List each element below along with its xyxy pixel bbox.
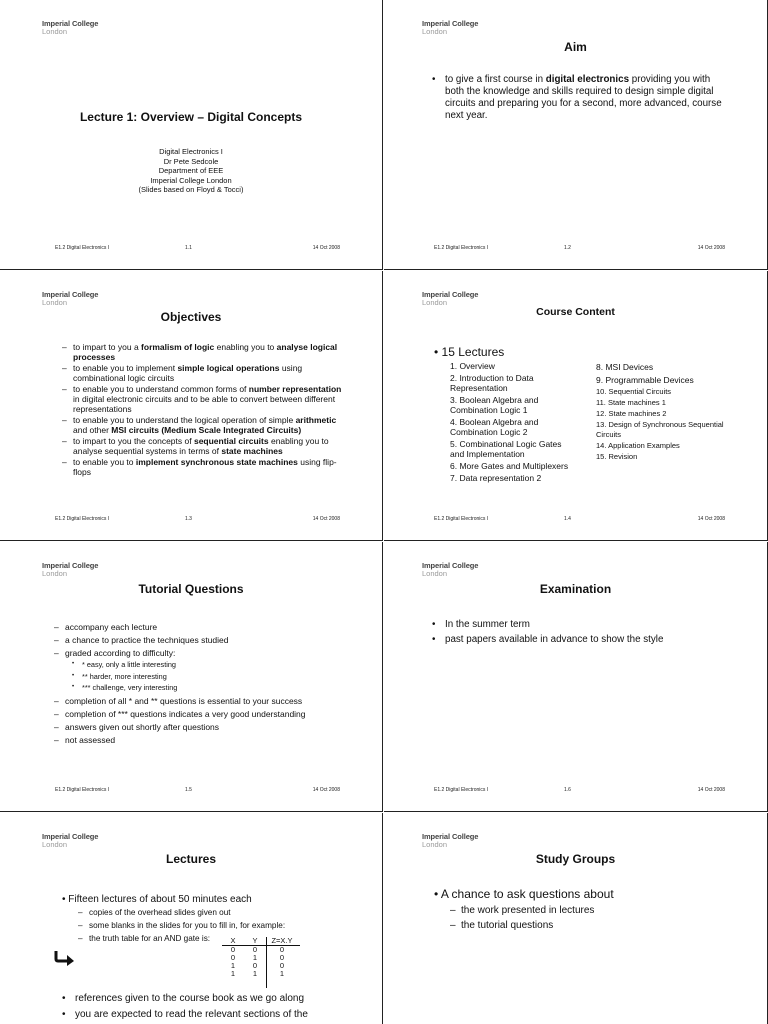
course-item: 10. Sequential Circuits bbox=[596, 387, 672, 396]
author-line: (Slides based on Floyd & Tocci) bbox=[138, 185, 244, 195]
slide-5: Imperial College London Tutorial Questions – accompany each lecture – a chance to practice the techniques studied – graded according to difficulty: • * easy, only a little interesting • ** harder, more interesting • *** challenge, very interesting – completion of all * and ** questions is essential to your success – completion of *** questions indicates a very good understanding – answers given out shortly after questions – not assessed E1.2 Digital Electronics I 1.5 14 Oct 2008 bbox=[0, 542, 383, 812]
tutorial-item: – answers given out shortly after questions bbox=[54, 722, 352, 732]
slide-title: Lecture 1: Overview – Digital Concepts bbox=[79, 110, 303, 124]
course-item: 12. State machines 2 bbox=[596, 409, 667, 418]
table-row: 0 1 0 bbox=[222, 954, 300, 962]
author-line: Dr Pete Sedcole bbox=[163, 156, 219, 166]
aim-item: • to give a first course in digital electronics providing you with both the knowledge and skills required to design simple digital circuits and preparing you for a second, more advanced, course next year. bbox=[432, 74, 725, 122]
lectures-subitem: – some blanks in the slides for you to fill in, for example: bbox=[78, 921, 338, 931]
table-header-cell: Z=X.Y bbox=[266, 937, 297, 945]
course-item: 9. Programmable Devices bbox=[596, 374, 694, 385]
lectures-bullet: • references given to the course book as we go along bbox=[62, 993, 362, 1005]
slide-title: Course Content bbox=[536, 306, 615, 318]
table-row: 1 0 0 bbox=[222, 962, 300, 970]
objective-item: – to impart to you a formalism of logic enabling you to analyse logical processes bbox=[62, 342, 344, 362]
lectures-heading: • 15 Lectures bbox=[434, 345, 505, 359]
arrow-icon bbox=[54, 949, 76, 967]
college-logo: Imperial College London bbox=[422, 19, 479, 36]
objective-item: – to enable you to understand common forms of number representation in digital electronic circuits and to be able to convert between different representations bbox=[62, 384, 344, 414]
tutorial-item: – completion of all * and ** questions is essential to your success bbox=[54, 696, 352, 706]
course-item: 4. Boolean Algebra and Combination Logic 2 bbox=[450, 417, 539, 437]
author-line: Department of EEE bbox=[158, 166, 224, 176]
study-subitem: – the work presented in lectures bbox=[450, 904, 710, 917]
tutorial-item: – a chance to practice the techniques studied bbox=[54, 635, 352, 645]
course-item: 13. Design of Synchronous Sequential Circuits bbox=[596, 420, 724, 439]
lectures-subitem: – the truth table for an AND gate is: bbox=[78, 934, 338, 944]
tutorial-item: – graded according to difficulty: bbox=[54, 648, 352, 658]
slide-title: Examination bbox=[539, 582, 612, 596]
course-item: 14. Application Examples bbox=[596, 441, 680, 450]
study-subitem: – the tutorial questions bbox=[450, 919, 710, 932]
slide-8 bbox=[384, 813, 768, 1024]
slide-title: Lectures bbox=[165, 852, 217, 866]
slide-title: Study Groups bbox=[535, 852, 616, 866]
college-logo: Imperial College London bbox=[42, 19, 99, 36]
course-list-right bbox=[596, 361, 726, 462]
author-line: Imperial College London bbox=[150, 175, 232, 185]
college-logo: Imperial College London bbox=[422, 290, 479, 307]
tutorial-item: – accompany each lecture bbox=[54, 622, 352, 632]
slide-7 bbox=[0, 813, 383, 1024]
objectives-list bbox=[62, 342, 344, 478]
table-row: 0 0 0 bbox=[222, 946, 300, 954]
study-bullet: • A chance to ask questions about bbox=[434, 887, 614, 901]
college-logo: Imperial College London bbox=[42, 290, 99, 307]
slide-title: Aim bbox=[564, 40, 587, 54]
course-item: 5. Combinational Logic Gates and Implementation bbox=[450, 439, 562, 459]
course-item: 8. MSI Devices bbox=[596, 362, 654, 372]
author-block bbox=[0, 147, 382, 195]
slide-6: Imperial College London Examination • In the summer term • past papers available in advance to show the style E1.2 Digital Electronics I 1.6 14 Oct 2008 bbox=[384, 542, 768, 812]
course-item: 2. Introduction to Data Representation bbox=[450, 373, 534, 393]
course-item: 1. Overview bbox=[450, 361, 495, 371]
tutorial-item: – not assessed bbox=[54, 735, 352, 745]
difficulty-item: • *** challenge, very interesting bbox=[72, 682, 352, 694]
table-header-cell: X bbox=[230, 936, 236, 945]
aim-list bbox=[432, 74, 725, 122]
slide-3: Imperial College London Objectives – to impart to you a formalism of logic enabling you to analyse logical processes – to enable you to implement simple logical operations using combinational logic circuits – to enable you to understand common forms of number representation in digital electronic circuits and to be able to convert between different representations – to enable you to understand the logical operation of simple arithmetic and other MSI circuits (Medium Scale Integrated Circuits) – to impart to you the concepts of sequential circuits enabling you to analyse sequential systems in terms of state machines – to enable you to implement synchronous state machines using flip-flops E1.2 Digital Electronics I 1.3 14 Oct 2008 bbox=[0, 271, 383, 541]
table-row: 1 1 1 bbox=[222, 970, 300, 988]
lectures-bullet: • you are expected to read the relevant sections of the bbox=[62, 1009, 362, 1021]
truth-table bbox=[222, 937, 300, 988]
author-line: Digital Electronics I bbox=[159, 147, 223, 156]
objective-item: – to impart to you the concepts of sequential circuits enabling you to analyse sequential systems in terms of state machines bbox=[62, 436, 344, 456]
tutorial-item: – completion of *** questions indicates a very good understanding bbox=[54, 709, 352, 719]
slide-2: Imperial College London Aim • to give a first course in digital electronics providing you with both the knowledge and skills required to design simple digital circuits and preparing you for a second, more advanced, course next year. E1.2 Digital Electronics I 1.2 14 Oct 2008 bbox=[384, 0, 768, 270]
objective-item: – to enable you to implement simple logical operations using combinational logic circuits bbox=[62, 363, 344, 383]
exam-list bbox=[432, 617, 737, 647]
tutorial-content bbox=[54, 622, 352, 746]
lectures-subitem: – copies of the overhead slides given out bbox=[78, 908, 338, 918]
course-item: 15. Revision bbox=[596, 452, 638, 461]
college-logo: Imperial College London bbox=[42, 561, 99, 578]
slide-1: Imperial College London Lecture 1: Overview – Digital Concepts Digital Electronics I Dr Pete Sedcole Department of EEE Imperial College London (Slides based on Floyd & Tocci) E1.2 Digital Electronics I 1.1 14 Oct 2008 bbox=[0, 0, 383, 270]
college-logo: Imperial College London bbox=[422, 561, 479, 578]
course-item: 6. More Gates and Multiplexers bbox=[450, 461, 569, 471]
college-logo: Imperial College London bbox=[42, 832, 99, 849]
college-logo: Imperial College London bbox=[422, 832, 479, 849]
lectures-bullets bbox=[62, 993, 362, 1021]
lectures-bullet-1: • Fifteen lectures of about 50 minutes each bbox=[62, 894, 252, 905]
objective-item: – to enable you to implement synchronous state machines using flip-flops bbox=[62, 457, 344, 477]
exam-item: • past papers available in advance to show the style bbox=[432, 632, 737, 647]
objective-item: – to enable you to understand the logical operation of simple arithmetic and other MSI circuits (Medium Scale Integrated Circuits) bbox=[62, 415, 344, 435]
course-list-left bbox=[450, 361, 570, 485]
study-sublist bbox=[450, 904, 710, 933]
course-item: 11. State machines 1 bbox=[596, 398, 666, 407]
exam-item: • In the summer term bbox=[432, 617, 737, 632]
difficulty-item: • ** harder, more interesting bbox=[72, 671, 352, 683]
slide-title: Tutorial Questions bbox=[138, 582, 244, 596]
course-item: 7. Data representation 2 bbox=[450, 473, 542, 483]
difficulty-item: • * easy, only a little interesting bbox=[72, 659, 352, 671]
course-item: 3. Boolean Algebra and Combination Logic 1 bbox=[450, 395, 539, 415]
table-header-cell: Y bbox=[252, 936, 258, 945]
slide-title: Objectives bbox=[160, 310, 222, 324]
slide-4: Imperial College London Course Content • 15 Lectures 1. Overview 2. Introduction to Data Representation 3. Boolean Algebra and Combination Logic 1 4. Boolean Algebra and Combination Logic 2 5. Combinational Logic Gates and Implementation 6. More Gates and Multiplexers 7. Data representation 2 8. MSI Devices 9. Programmable Devices 10. Sequential Circuits 11. State machines 1 12. State machines 2 13. Design of Synchronous Sequential Circuits 14. Application Examples 15. Revision E1.2 Digital Electronics I 1.4 14 Oct 2008 bbox=[384, 271, 768, 541]
